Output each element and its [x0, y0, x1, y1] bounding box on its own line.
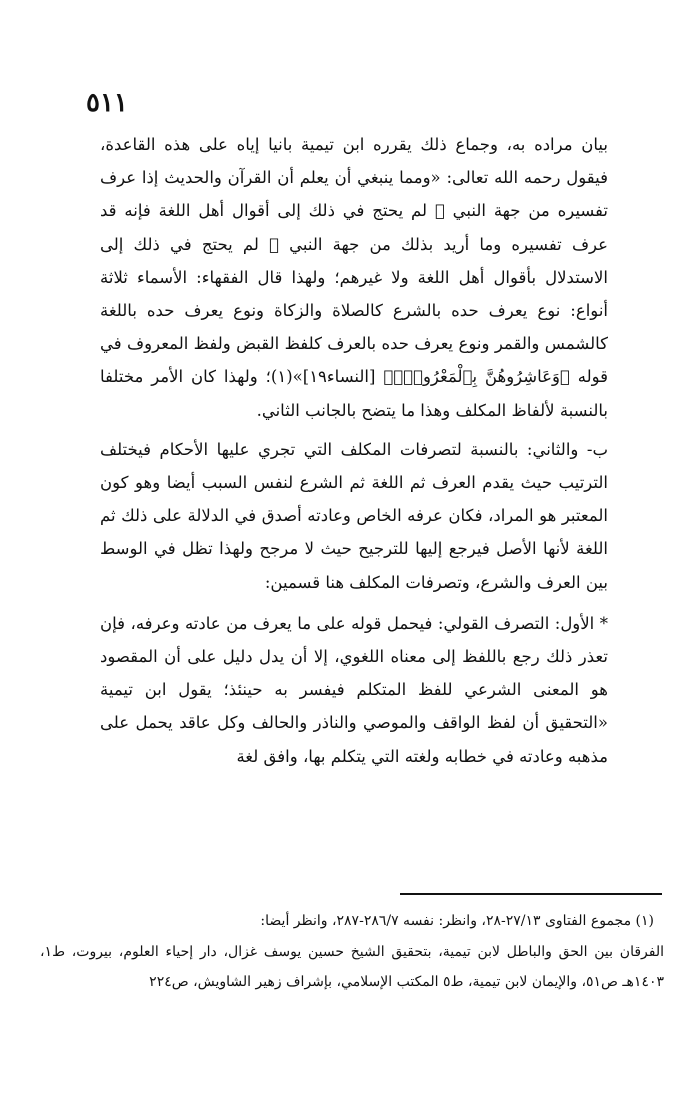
page-number: ٥١١ [86, 88, 128, 118]
body-paragraph: ب- والثاني: بالنسبة لتصرفات المكلف التي تجري عليها الأحكام فيختلف الترتيب حيث يقدم العرف ثم اللغة ثم الشرع لنفس السبب أيضا وهو كون المعتبر هو المراد، فكان عرفه الخاص وعادته أصدق في الدلالة على ذلك ثم اللغة لأنها الأصل فيرجع إليها للترجيح حيث لا مرجح ولهذا تظل في الوسط بين العرف والشرع، وتصرفات المكلف هنا قسمين: [100, 439, 608, 592]
body-paragraph: * الأول: التصرف القولي: فيحمل قوله على ما يعرف من عادته وعرفه، فإن تعذر ذلك رجع باللفظ إلى معناه اللغوي، إلا أن يدل دليل على أن المقصود هو المعنى الشرعي للفظ المتكلم فيفسر به حينئذ؛ يقول ابن تيمية «التحقيق أن لفظ الواقف والموصي والناذر والحالف وكل عاقد يحمل على مذهبه وعادته في خطابه ولغته التي يتكلم بها، وافق لغة [100, 613, 608, 766]
footnote-separator [400, 893, 662, 895]
footnote-line: الفرقان بين الحق والباطل لابن تيمية، بتحقيق الشيخ حسين يوسف غزال، دار إحياء العلوم، بيروت، ط١، ١٤٠٣هـ ص٥١، والإيمان لابن تيمية، ط٥ المكتب الإسلامي، بإشراف زهير الشاويش، ص٢٢٤ [40, 943, 664, 990]
footnote-line: (١) مجموع الفتاوى ٢٧/١٣-٢٨، وانظر: نفسه ٢٨٦/٧-٢٨٧، وانظر أيضا: [260, 913, 654, 929]
body-paragraph: بيان مراده به، وجماع ذلك يقرره ابن تيمية بانيا إياه على هذه القاعدة، فيقول رحمه الله تعالى: «ومما ينبغي أن يعلم أن القرآن والحديث إذا عرف تفسيره من جهة النبي ﷺ لم يحتج في ذلك إلى أقوال أهل اللغة فإنه قد عرف تفسيره وما أريد بذلك من جهة النبي ﷺ لم يحتج في ذلك إلى الاستدلال بأقوال أهل اللغة ولا غيرهم؛ ولهذا قال الفقهاء: الأسماء ثلاثة أنواع: نوع يعرف حده بالشرع كالصلاة والزكاة ونوع يعرف حده باللغة كالشمس والقمر ونوع يعرف حده بالعرف كلفظ القبض ولفظ المعروف في قوله ﴿وَعَاشِرُوهُنَّ بِٱلْمَعْرُوفِۚ﴾ [النساء١٩]»(١)؛ ولهذا كان الأمر مختلفا بالنسبة لألفاظ المكلف وهذا ما يتضح بالجانب الثاني. [100, 135, 609, 420]
footnotes [40, 906, 664, 998]
body-text [100, 128, 608, 773]
